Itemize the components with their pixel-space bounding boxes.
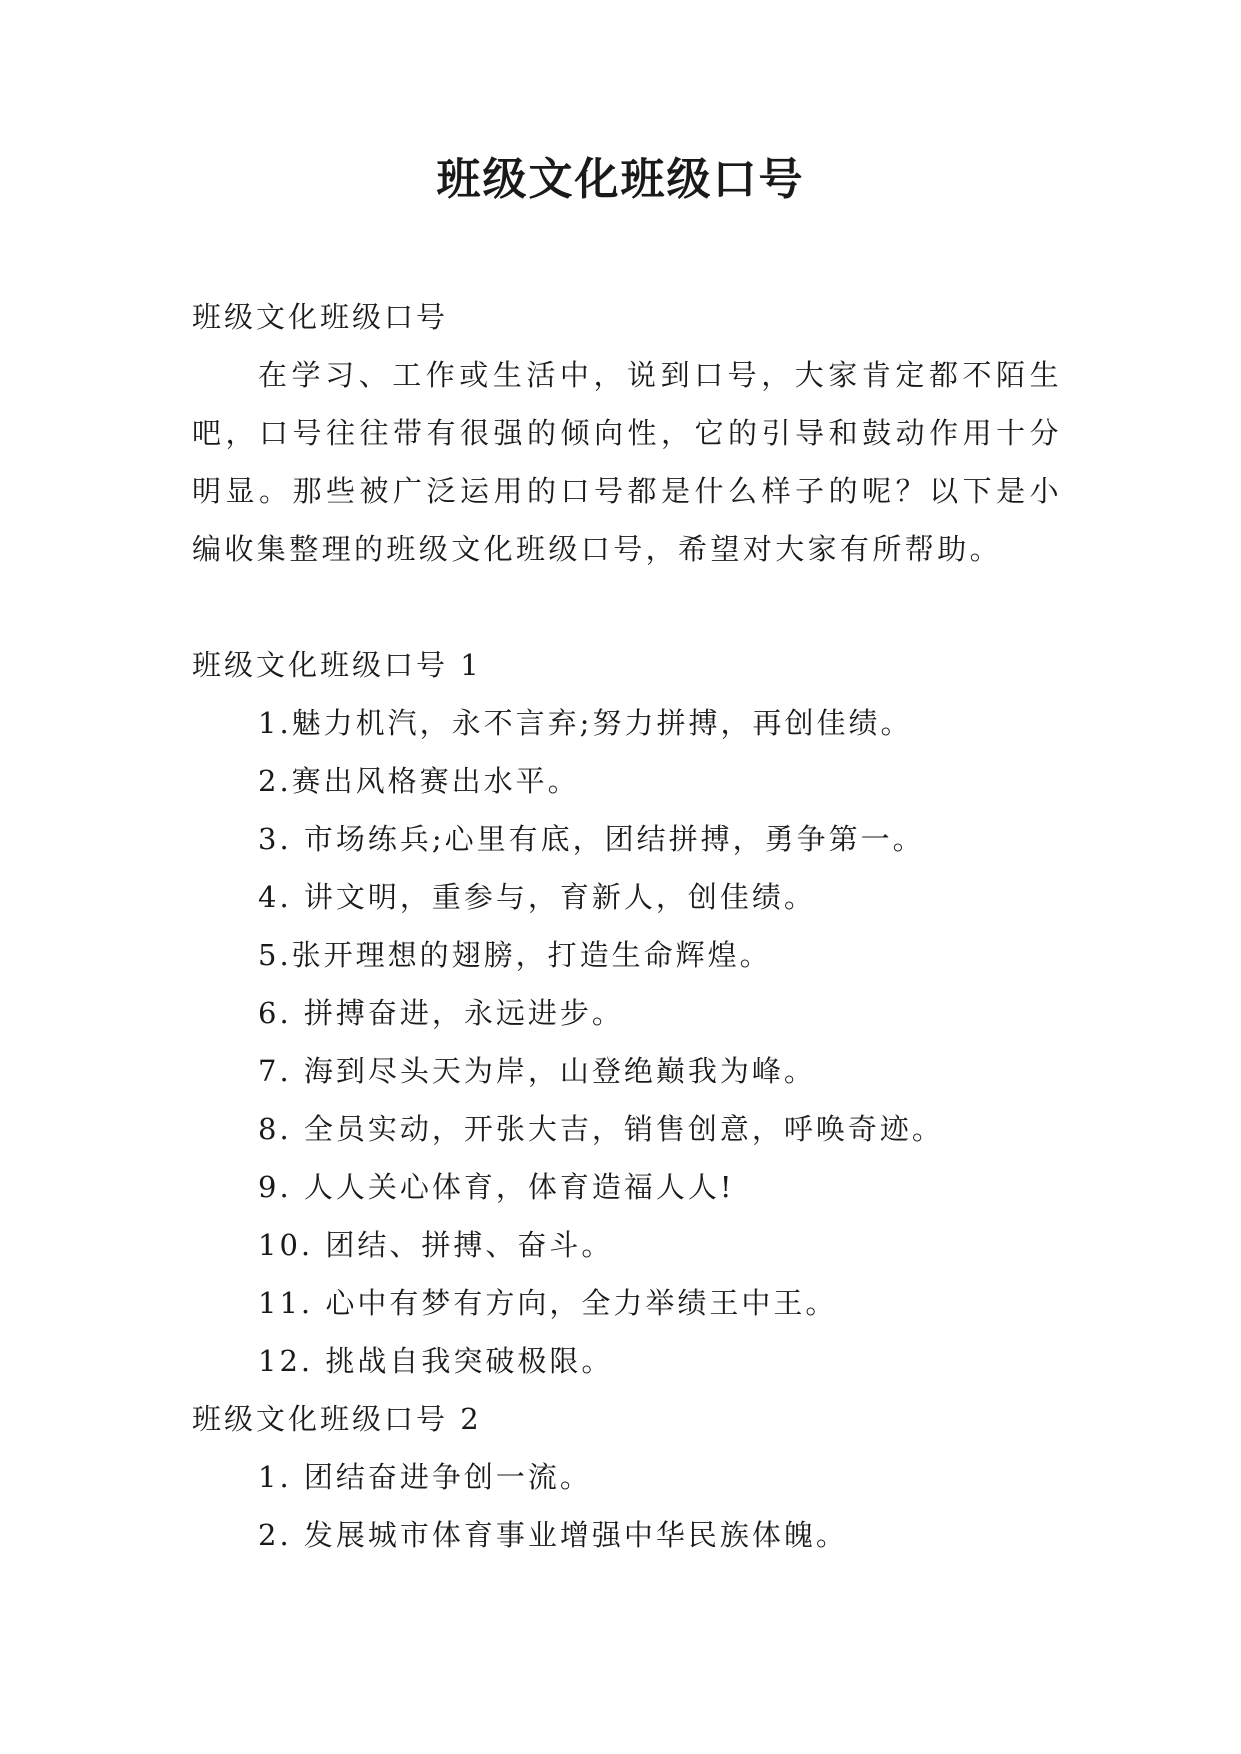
document-body bbox=[192, 288, 1062, 1564]
slogan-item: 5.张开理想的翅膀，打造生命辉煌。 bbox=[258, 938, 772, 972]
slogan-item: 12. 挑战自我突破极限。 bbox=[258, 1344, 614, 1378]
document-subtitle: 班级文化班级口号 bbox=[192, 300, 449, 334]
slogan-item: 9. 人人关心体育，体育造福人人! bbox=[258, 1170, 735, 1204]
paragraph-spacer bbox=[192, 578, 1062, 636]
slogan-item: 10. 团结、拼搏、奋斗。 bbox=[258, 1228, 614, 1262]
slogan-item: 11. 心中有梦有方向，全力举绩王中王。 bbox=[258, 1286, 838, 1320]
slogan-item: 1. 团结奋进争创一流。 bbox=[258, 1460, 592, 1494]
slogan-item: 2.赛出风格赛出水平。 bbox=[258, 764, 580, 798]
section-2-heading: 班级文化班级口号 2 bbox=[192, 1402, 482, 1436]
slogan-item: 1.魅力机汽，永不言弃;努力拼搏，再创佳绩。 bbox=[258, 706, 913, 740]
document-title: 班级文化班级口号 bbox=[436, 154, 805, 205]
slogan-item: 6. 拼搏奋进，永远进步。 bbox=[258, 996, 624, 1030]
slogan-item: 2. 发展城市体育事业增强中华民族体魄。 bbox=[258, 1518, 848, 1552]
slogan-item: 7. 海到尽头天为岸，山登绝巅我为峰。 bbox=[258, 1054, 816, 1088]
slogan-item: 8. 全员实动，开张大吉，销售创意，呼唤奇迹。 bbox=[258, 1112, 944, 1146]
slogan-item: 4. 讲文明，重参与，育新人，创佳绩。 bbox=[258, 880, 816, 914]
slogan-item: 3. 市场练兵;心里有底，团结拼搏，勇争第一。 bbox=[258, 822, 925, 856]
intro-paragraph: 在学习、工作或生活中，说到口号，大家肯定都不陌生吧，口号往往带有很强的倾向性，它的引导和鼓动作用十分明显。那些被广泛运用的口号都是什么样子的呢？以下是小编收集整理的班级文化班级口号，希望对大家有所帮助。 bbox=[192, 358, 1062, 566]
section-1-heading: 班级文化班级口号 1 bbox=[192, 648, 482, 682]
